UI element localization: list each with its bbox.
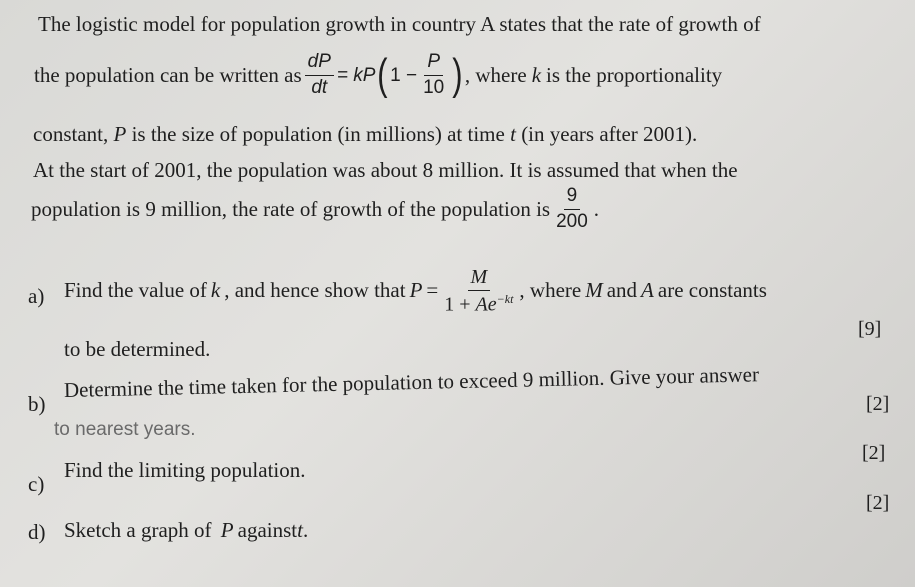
intro-text: the population can be written as — [34, 62, 302, 87]
logistic-numerator: M — [468, 266, 491, 291]
part-a-text: , and hence show that — [224, 278, 406, 303]
inner-numerator: P — [424, 52, 443, 76]
inner-denominator: 10 — [423, 76, 445, 98]
intro-line-3 — [33, 124, 697, 145]
equals-sign: = — [426, 278, 439, 303]
intro-line-1: The logistic model for population growth in country A states that the rate of growth of — [38, 12, 761, 36]
part-d-marks: [2] — [866, 492, 890, 514]
intro-text: constant, — [33, 122, 109, 146]
part-a-text: are constants — [657, 278, 767, 303]
part-c-text: Find the limiting population. — [64, 458, 306, 482]
part-d-text: against — [237, 518, 298, 542]
rate-denominator: 200 — [556, 210, 588, 232]
logistic-denominator — [441, 291, 516, 316]
part-a-text: Find the value of — [64, 278, 207, 303]
derivative-denominator: dt — [311, 76, 328, 98]
part-a-line-2: to be determined. — [64, 337, 211, 361]
variable-P: P — [409, 278, 423, 303]
part-b-line-1: Determine the time taken for the population to exceed 9 million. Give your answer — [63, 362, 760, 402]
rate-fraction — [553, 186, 591, 233]
variable-A: A — [641, 278, 654, 303]
derivative-fraction — [305, 52, 334, 99]
part-a-text: , where — [519, 278, 582, 303]
variable-k: k — [210, 278, 221, 303]
derivative-numerator: dP — [305, 52, 334, 76]
part-c-marks: [2] — [862, 442, 886, 464]
inner-fraction — [420, 52, 447, 99]
variable-P: P — [220, 518, 234, 542]
denominator-one-plus: 1 + — [444, 293, 471, 316]
intro-line-4: At the start of 2001, the population was about 8 million. It is assumed that when the — [33, 158, 738, 182]
part-b-line-2: to nearest years. — [54, 419, 196, 440]
variable-M: M — [585, 278, 603, 303]
variable-P: P — [113, 122, 127, 146]
part-b-marks: [2] — [866, 393, 890, 415]
equation-rhs: = kP — [336, 64, 376, 86]
variable-t: t — [297, 518, 303, 542]
intro-line-5 — [31, 186, 599, 233]
part-a-label: a) — [28, 284, 45, 308]
intro-line-2 — [34, 52, 722, 99]
exponent: −kt — [496, 292, 514, 306]
intro-text: population is 9 million, the rate of growth of the population is — [31, 196, 551, 221]
variable-t: t — [510, 122, 516, 146]
part-d-text: . — [302, 518, 309, 542]
part-a-marks: [9] — [858, 318, 882, 340]
intro-text: is the proportionality — [546, 62, 723, 87]
denominator-Ae: Ae — [475, 293, 497, 316]
intro-text: . — [593, 196, 600, 221]
part-a-text: and — [606, 278, 638, 303]
variable-k: k — [531, 62, 542, 87]
intro-text: (in years after 2001). — [521, 122, 698, 146]
part-d-label: d) — [28, 520, 46, 544]
intro-text: is the size of population (in millions) at time — [131, 122, 505, 146]
left-parenthesis: ( — [377, 50, 388, 100]
right-parenthesis: ) — [452, 50, 463, 100]
part-a-line-1 — [64, 266, 767, 316]
part-d-line — [64, 520, 308, 541]
logistic-fraction — [441, 266, 516, 316]
rate-numerator: 9 — [564, 186, 581, 210]
part-d-text: Sketch a graph of — [64, 518, 212, 542]
intro-text: , where — [464, 62, 527, 87]
one-minus: 1 − — [390, 64, 418, 86]
part-b-label: b) — [28, 392, 46, 416]
part-c-label: c) — [28, 472, 45, 496]
